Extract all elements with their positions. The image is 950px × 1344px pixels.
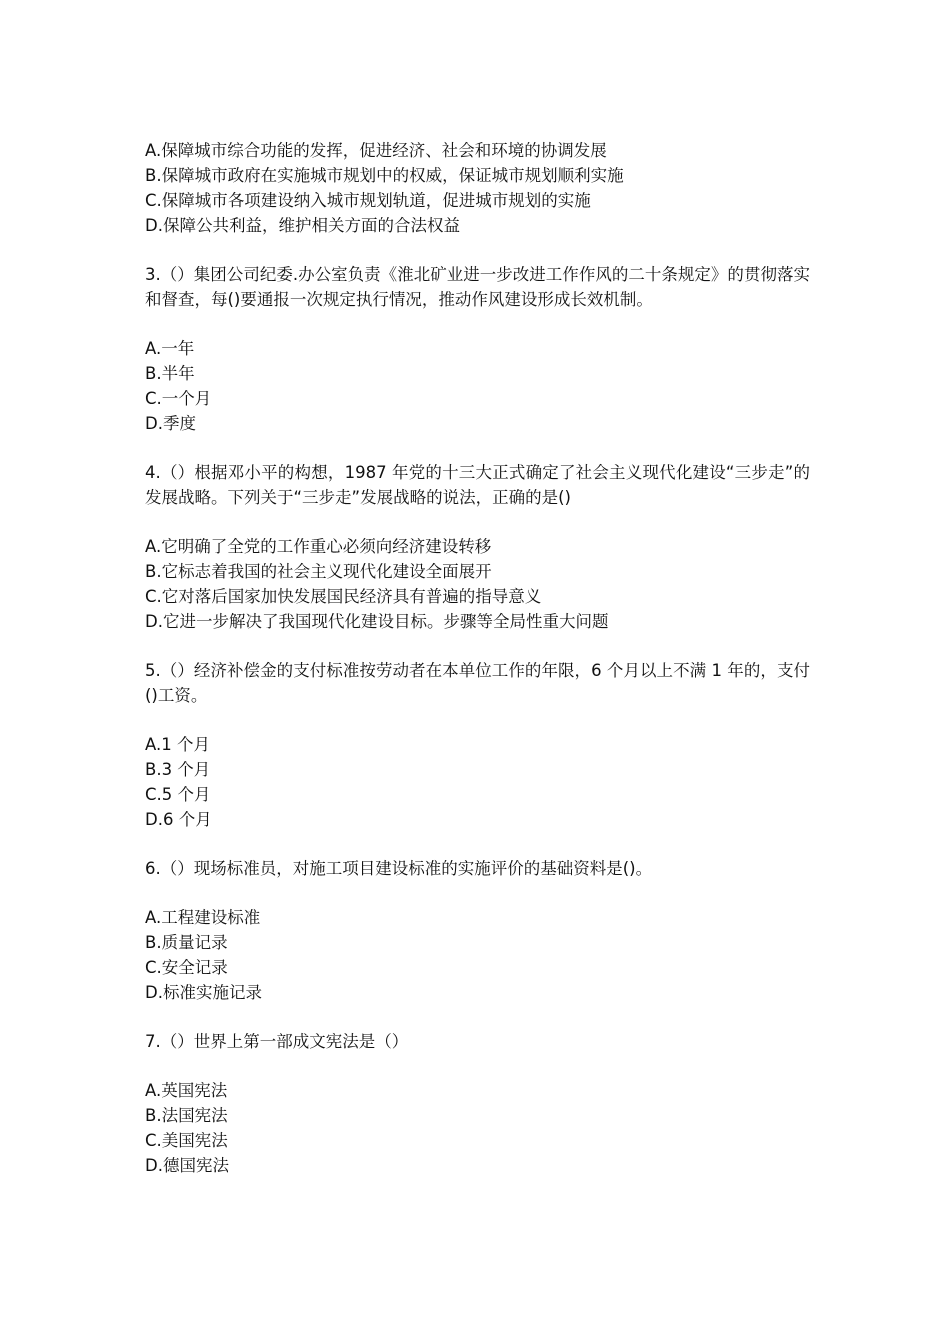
question-3-options <box>145 336 810 436</box>
question-5-options <box>145 732 810 832</box>
option-d: D.保障公共利益，维护相关方面的合法权益 <box>145 216 460 235</box>
option-d: D.标准实施记录 <box>145 983 262 1002</box>
question-4: 4.（）根据邓小平的构想，1987 年党的十三大正式确定了社会主义现代化建设“三步走”的发展战略。下列关于“三步走”发展战略的说法，正确的是() <box>145 463 810 507</box>
option-a: A.一年 <box>145 339 195 358</box>
question-6: 6.（）现场标准员，对施工项目建设标准的实施评价的基础资料是()。 <box>145 859 653 878</box>
question-3: 3.（）集团公司纪委.办公室负责《淮北矿业进一步改进工作作风的二十条规定》的贯彻落实和督查，每()要通报一次规定执行情况，推动作风建设形成长效机制。 <box>145 265 810 309</box>
question-7-options <box>145 1078 810 1178</box>
question-6-options <box>145 905 810 1005</box>
document-content <box>145 138 810 1178</box>
option-c: C.一个月 <box>145 389 212 408</box>
option-c: C.美国宪法 <box>145 1131 228 1150</box>
option-a: A.它明确了全党的工作重心必须向经济建设转移 <box>145 537 492 556</box>
option-b: B.法国宪法 <box>145 1106 228 1125</box>
option-b: B.保障城市政府在实施城市规划中的权威，保证城市规划顺利实施 <box>145 166 624 185</box>
option-d: D.6 个月 <box>145 810 212 829</box>
option-a: A.英国宪法 <box>145 1081 228 1100</box>
option-a: A.保障城市综合功能的发挥，促进经济、社会和环境的协调发展 <box>145 141 607 160</box>
option-d: D.德国宪法 <box>145 1156 229 1175</box>
option-a: A.1 个月 <box>145 735 210 754</box>
option-d: D.它进一步解决了我国现代化建设目标。步骤等全局性重大问题 <box>145 612 609 631</box>
option-a: A.工程建设标准 <box>145 908 261 927</box>
option-b: B.半年 <box>145 364 195 383</box>
option-c: C.安全记录 <box>145 958 228 977</box>
option-b: B.3 个月 <box>145 760 211 779</box>
option-b: B.它标志着我国的社会主义现代化建设全面展开 <box>145 562 492 581</box>
option-c: C.保障城市各项建设纳入城市规划轨道，促进城市规划的实施 <box>145 191 591 210</box>
question-5: 5.（）经济补偿金的支付标准按劳动者在本单位工作的年限，6 个月以上不满 1 年的，支付()工资。 <box>145 661 810 705</box>
option-b: B.质量记录 <box>145 933 228 952</box>
question-7: 7.（）世界上第一部成文宪法是（） <box>145 1032 409 1051</box>
option-c: C.它对落后国家加快发展国民经济具有普遍的指导意义 <box>145 587 542 606</box>
option-c: C.5 个月 <box>145 785 211 804</box>
option-d: D.季度 <box>145 414 196 433</box>
intro-options <box>145 138 810 238</box>
question-4-options <box>145 534 810 634</box>
